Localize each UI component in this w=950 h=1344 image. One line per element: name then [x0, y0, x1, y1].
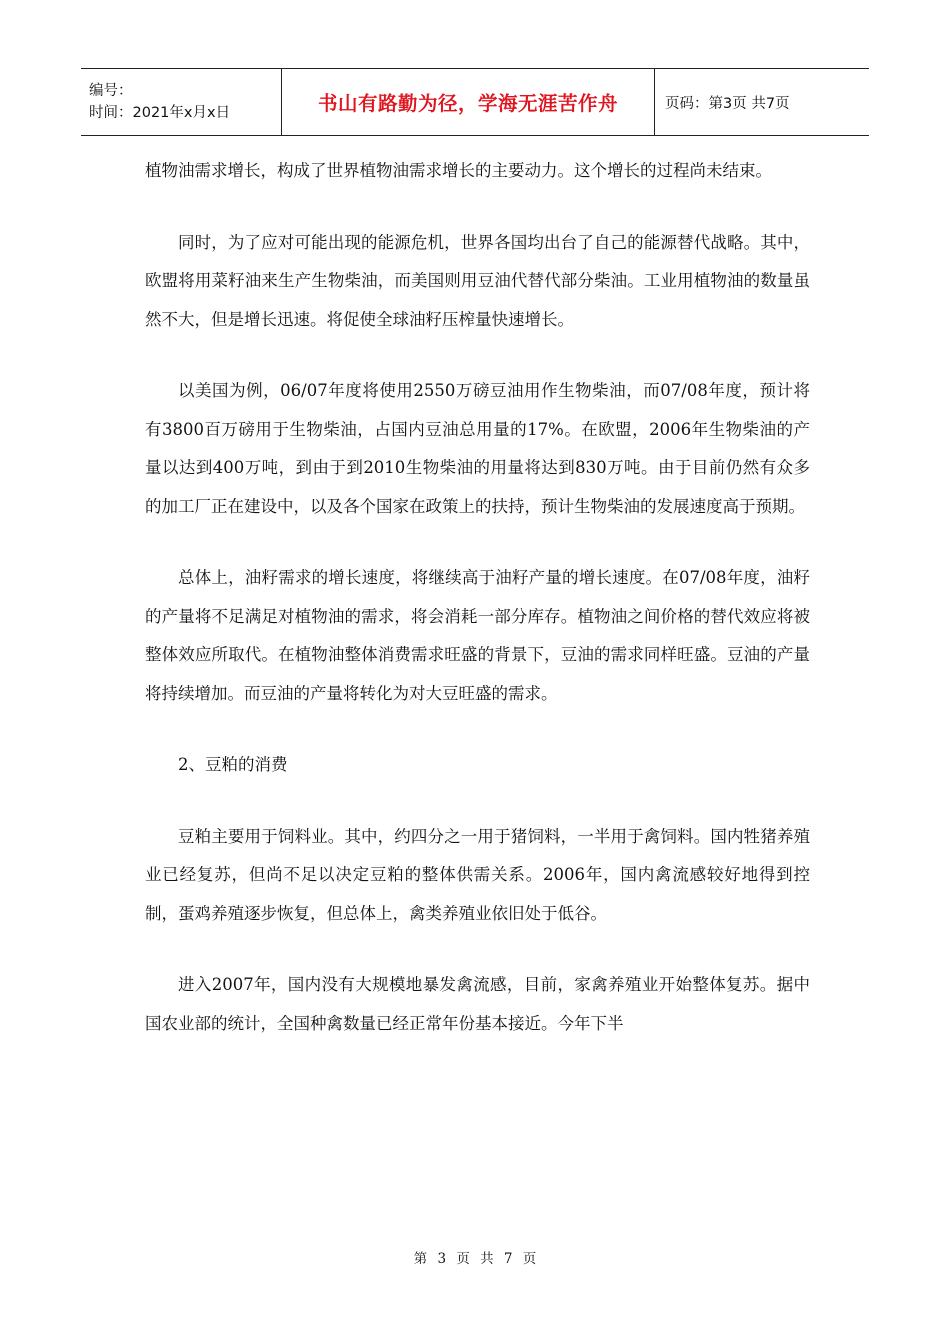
header-meta — [81, 69, 281, 135]
document-time-label: 时间：2021年x月x日 — [89, 105, 231, 121]
paragraph: 以美国为例，06/07年度将使用2550万磅豆油用作生物柴油，而07/08年度，预计将有3800百万磅用于生物柴油，占国内豆油总用量的17%。在欧盟，2006年生物柴油的产量以达到400万吨，到由于到2010生物柴油的用量将达到830万吨。由于目前仍然有众多的加工厂正在建设中，以及各个国家在政策上的扶持，预计生物柴油的发展速度高于预期。 — [145, 381, 811, 516]
header-motto: 书山有路勤为径，学海无涯苦作舟 — [317, 92, 618, 115]
paragraph: 总体上，油籽需求的增长速度，将继续高于油籽产量的增长速度。在07/08年度，油籽的产量将不足满足对植物油的需求，将会消耗一部分库存。植物油之间价格的替代效应将被整体效应所取代。在植物油整体消费需求旺盛的背景下，豆油的需求同样旺盛。豆油的产量将持续增加。而豆油的产量将转化为对大豆旺盛的需求。 — [145, 568, 810, 703]
header-page-cell — [655, 69, 869, 135]
section-heading: 2、豆粕的消费 — [178, 755, 288, 774]
paragraph: 进入2007年，国内没有大规模地暴发禽流感，目前，家禽养殖业开始整体复苏。据中国农业部的统计，全国种禽数量已经正常年份基本接近。今年下半 — [145, 975, 810, 1033]
header-page-code: 页码：第3页 共7页 — [665, 95, 790, 112]
paragraph: 植物油需求增长，构成了世界植物油需求增长的主要动力。这个增长的过程尚未结束。 — [145, 161, 772, 180]
document-body — [145, 152, 810, 1076]
paragraph: 豆粕主要用于饲料业。其中，约四分之一用于猪饲料，一半用于禽饲料。国内牲猪养殖业已经复苏，但尚不足以决定豆粕的整体供需关系。2006年，国内禽流感较好地得到控制，蛋鸡养殖逐步恢复，但总体上，禽类养殖业依旧处于低谷。 — [145, 826, 810, 923]
page-footer: 第 3 页 共 7 页 — [413, 1251, 537, 1267]
document-number-label: 编号： — [89, 83, 133, 99]
page-header — [81, 68, 869, 136]
paragraph: 同时，为了应对可能出现的能源危机，世界各国均出台了自己的能源替代战略。其中，欧盟将用菜籽油来生产生物柴油，而美国则用豆油代替代部分柴油。工业用植物油的数量虽然不大，但是增长迅速。将促使全球油籽压榨量快速增长。 — [145, 232, 810, 329]
header-motto-cell — [281, 69, 655, 135]
